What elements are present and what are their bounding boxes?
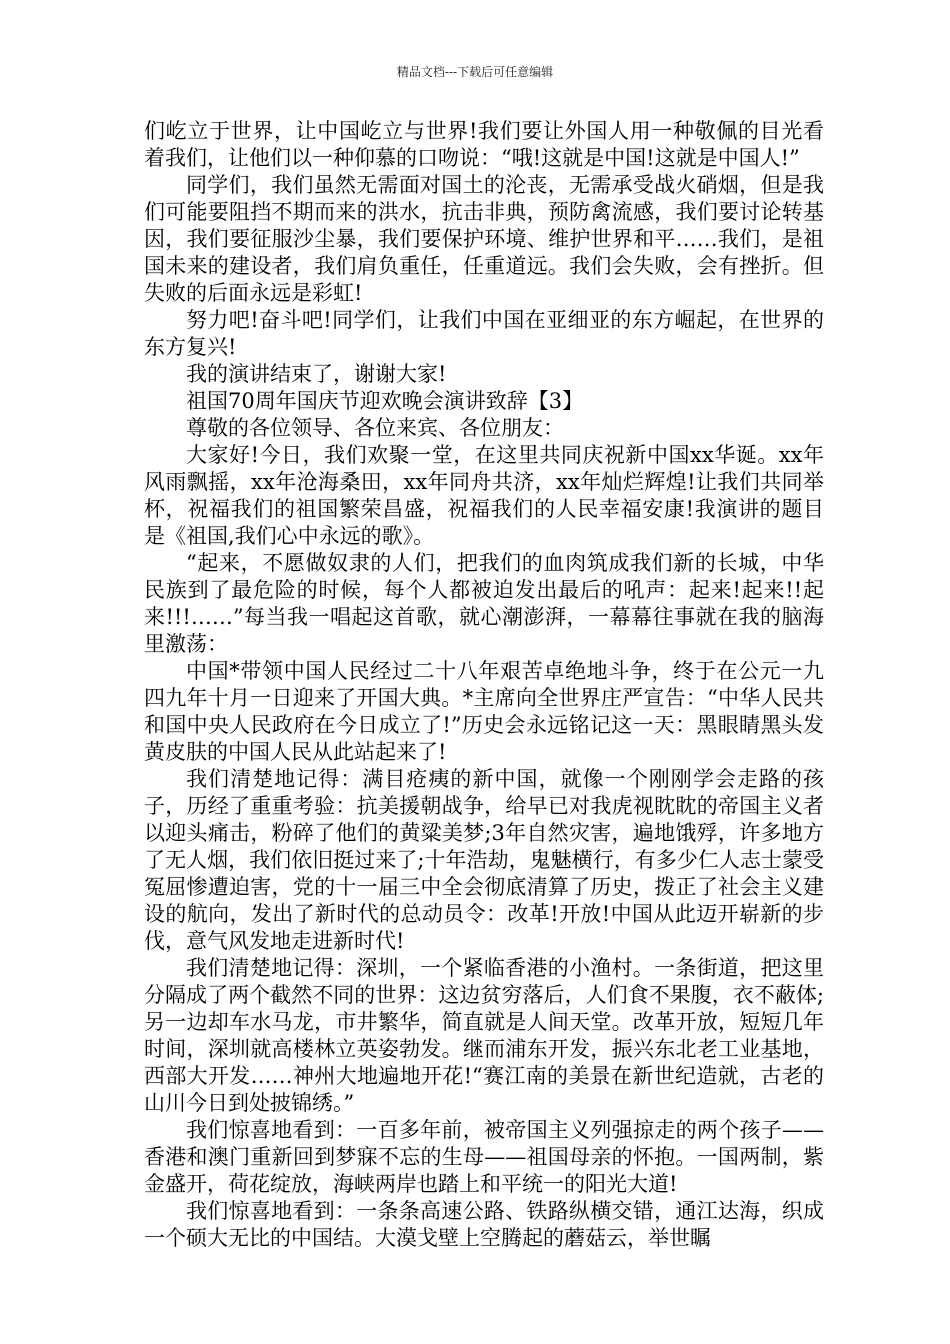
paragraph-13: 我们惊喜地看到：一条条高速公路、铁路纵横交错，通江达海，织成一个硕大无比的中国结。大漠戈壁上空腾起的蘑菇云，举世瞩 <box>144 1199 824 1250</box>
paragraph-1: 们屹立于世界，让中国屹立与世界!我们要让外国人用一种敬佩的目光看着我们，让他们以一种仰慕的口吻说：“哦!这就是中国!这就是中国人!” <box>144 119 824 170</box>
paragraph-2: 同学们，我们虽然无需面对国土的沦丧，无需承受战火硝烟，但是我们可能要阻挡不期而来的洪水，抗击非典，预防禽流感，我们要讨论转基因，我们要征服沙尘暴，我们要保护环境、维护世界和平……我们，是祖国未来的建设者，我们肩负重任，任重道远。我们会失败，会有挫折。但失败的后面永远是彩虹! <box>144 173 824 305</box>
paragraph-8: “起来，不愿做奴隶的人们，把我们的血肉筑成我们新的长城，中华民族到了最危险的时候，每个人都被迫发出最后的吼声：起来!起来!!起来!!!……”每当我一唱起这首歌，就心潮澎湃，一幕幕往事就在我的脑海里激荡： <box>144 551 824 656</box>
salutation: 尊敬的各位领导、各位来宾、各位朋友： <box>186 416 564 440</box>
paragraph-12: 我们惊喜地看到：一百多年前，被帝国主义列强掠走的两个孩子——香港和澳门重新回到梦寐不忘的生母——祖国母亲的怀抱。一国两制，紫金盛开，荷花绽放，海峡两岸也踏上和平统一的阳光大道! <box>144 1118 824 1196</box>
section-title: 祖国70周年国庆节迎欢晚会演讲致辞【3】 <box>186 389 584 413</box>
paragraph-10: 我们清楚地记得：满目疮痍的新中国，就像一个刚刚学会走路的孩子，历经了重重考验：抗美援朝战争，给早已对我虎视眈眈的帝国主义者以迎头痛击，粉碎了他们的黄粱美梦;3年自然灾害，遍地饿殍，许多地方了无人烟，我们依旧挺过来了;十年浩劫，鬼魅横行，有多少仁人志士蒙受冤屈惨遭迫害，党的十一届三中全会彻底清算了历史，拨正了社会主义建设的航向，发出了新时代的总动员令：改革!开放!中国从此迈开崭新的步伐，意气风发地走进新时代! <box>144 767 824 953</box>
paragraph-9: 中国*带领中国人民经过二十八年艰苦卓绝地斗争，终于在公元一九四九年十月一日迎来了开国大典。*主席向全世界庄严宣告：“中华人民共和国中央人民政府在今日成立了!”历史会永远铭记这一天：黑眼睛黑头发黄皮肤的中国人民从此站起来了! <box>144 659 824 764</box>
paragraph-11: 我们清楚地记得：深圳，一个紧临香港的小渔村。一条街道，把这里分隔成了两个截然不同的世界：这边贫穷落后，人们食不果腹，衣不蔽体;另一边却车水马龙，市井繁华，简直就是人间天堂。改革开放，短短几年时间，深圳就高楼林立英姿勃发。继而浦东开发，振兴东北老工业基地，西部大开发……神州大地遍地开花!“赛江南的美景在新世纪造就，古老的山川今日到处披锦绣。” <box>144 956 824 1115</box>
paragraph-4: 我的演讲结束了，谢谢大家! <box>186 362 447 386</box>
document-body <box>144 118 824 1252</box>
paragraph-3: 努力吧!奋斗吧!同学们，让我们中国在亚细亚的东方崛起，在世界的东方复兴! <box>144 308 824 359</box>
paragraph-7: 大家好!今日，我们欢聚一堂，在这里共同庆祝新中国xx华诞。xx年风雨飘摇，xx年沧海桑田，xx年同舟共济，xx年灿烂辉煌!让我们共同举杯，祝福我们的祖国繁荣昌盛，祝福我们的人民幸福安康!我演讲的题目是《祖国,我们心中永远的歌》。 <box>144 443 824 548</box>
page-header: 精品文档---下载后可任意编辑 <box>396 65 554 79</box>
